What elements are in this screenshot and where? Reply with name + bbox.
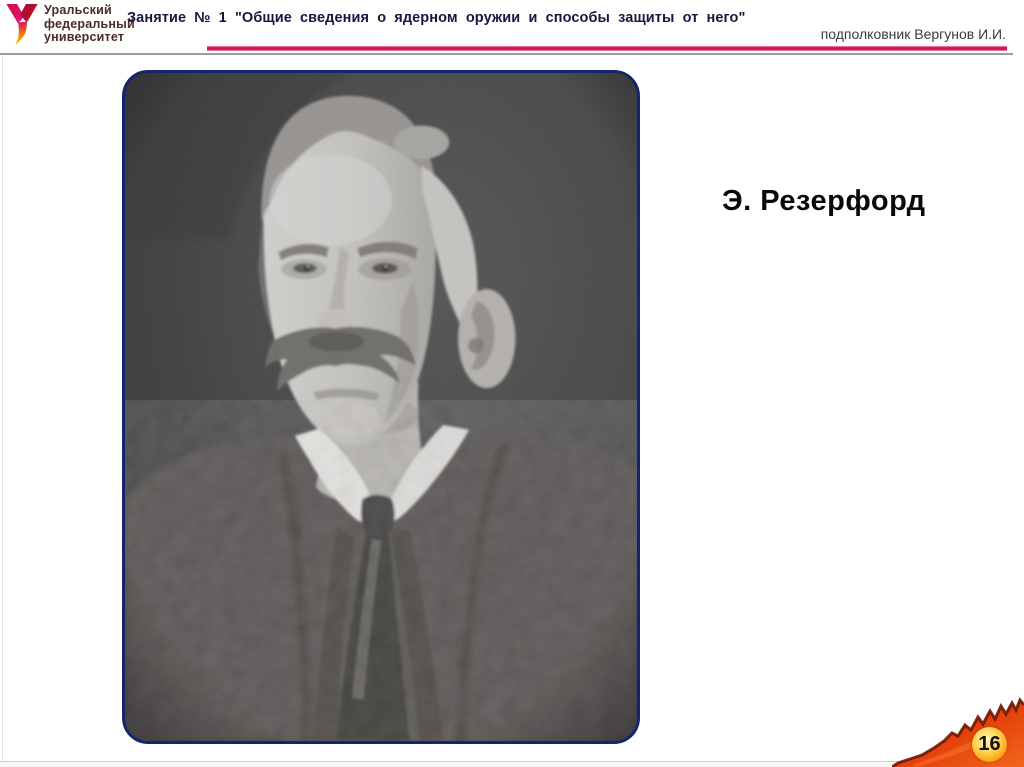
flame-corner-icon <box>892 695 1024 767</box>
university-logo-icon <box>4 3 40 46</box>
slide-title: Занятие № 1 "Общие сведения о ядерном оружии и способы защиты от него" <box>127 10 746 26</box>
slide-left-border <box>2 55 3 767</box>
university-logo-text <box>44 4 135 45</box>
logo-line-3: университет <box>44 30 125 44</box>
portrait-photo <box>122 70 640 744</box>
header-divider-line <box>0 53 1013 55</box>
photo-caption: Э. Резерфорд <box>722 185 926 217</box>
logo-line-2: федеральный <box>44 16 135 31</box>
logo-line-1: Уральский <box>44 3 112 17</box>
author-credit: подполковник Вергунов И.И. <box>820 26 1006 42</box>
page-number: 16 <box>978 733 1001 755</box>
slide-bottom-strip <box>0 762 1024 767</box>
header-accent-line <box>207 46 1007 51</box>
page-number-badge <box>972 727 1007 762</box>
portrait-photo-image <box>125 73 637 741</box>
